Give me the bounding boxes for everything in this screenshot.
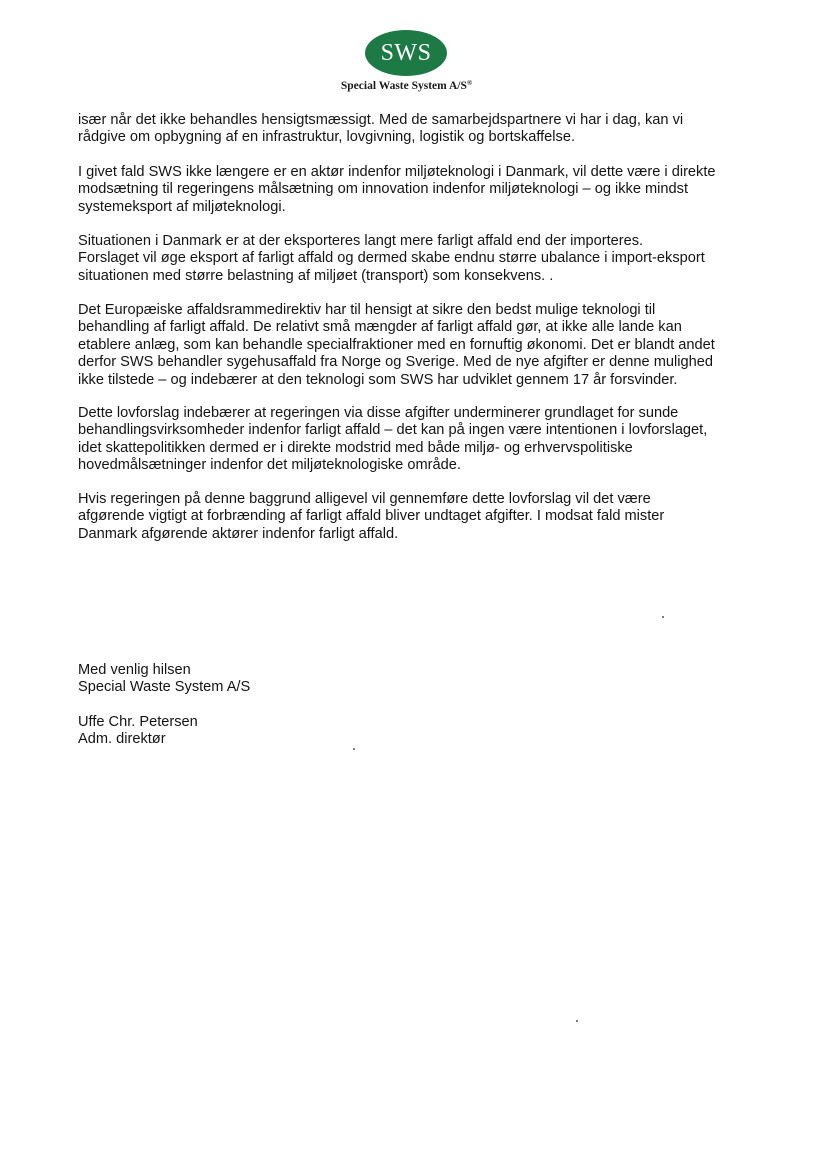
paragraph-line: behandlingsvirksomheder indenfor farligt affald – det kan på ingen være intentionen i lovforslaget,	[78, 422, 708, 439]
paragraph-line: afgørende vigtigt at forbrænding af farligt affald bliver undtaget afgifter. I modsat fald mister	[78, 508, 665, 525]
closing-company: Special Waste System A/S	[78, 679, 251, 696]
paragraph-line: systemeksport af miljøteknologi.	[78, 198, 286, 215]
paragraph-line: etablere anlæg, som kan behandle specialfraktioner med en fornuftig økonomi. Det er blandt andet	[78, 336, 715, 353]
paragraph-line: Dette lovforslag indebærer at regeringen via disse afgifter underminerer grundlaget for sunde	[78, 405, 679, 421]
paragraph-line: Situationen i Danmark er at der eksporteres langt mere farligt affald end der importeres.	[78, 233, 644, 249]
registered-mark: ®	[466, 79, 473, 87]
paragraph-line: modsætning til regeringens målsætning om innovation indenfor miljøteknologi – og ikke mindst	[78, 181, 689, 198]
paragraph-4	[78, 302, 778, 389]
paragraph-line: ikke tilstede – og indebærer at den teknologi som SWS har udviklet gennem 17 år forsvinder.	[78, 371, 678, 388]
paragraph-line: især når det ikke behandles hensigtsmæssigt. Med de samarbejdspartnere vi har i dag, kan vi	[78, 112, 684, 128]
company-name-heading	[0, 79, 813, 92]
signer-title: Adm. direktør	[78, 731, 166, 748]
paragraph-6	[78, 491, 778, 543]
paragraph-line: I givet fald SWS ikke længere er en aktør indenfor miljøteknologi i Danmark, vil dette være i direkte	[78, 164, 716, 180]
company-name-text: Special Waste System A/S	[340, 80, 467, 92]
scan-speck	[353, 748, 355, 750]
closing-salutation: Med venlig hilsen	[78, 662, 191, 678]
signature-block	[78, 714, 778, 749]
paragraph-line: situationen med større belastning af miljøet (transport) som konsekvens. .	[78, 267, 554, 284]
sws-logo-text: SWS	[380, 40, 432, 66]
paragraph-line: Forslaget vil øge eksport af farligt affald og dermed skabe endnu større ubalance i import-eksport	[78, 250, 705, 267]
paragraph-line: derfor SWS behandler sygehusaffald fra Norge og Sverige. Med de nye afgifter er denne mulighed	[78, 354, 713, 371]
paragraph-line: rådgive om opbygning af en infrastruktur, lovgivning, logistik og bortskaffelse.	[78, 129, 576, 146]
paragraph-line: idet skattepolitikken dermed er i direkte modstrid med både miljø- og erhvervspolitiske	[78, 439, 633, 456]
scan-speck	[662, 616, 664, 618]
letterhead	[0, 30, 826, 96]
signer-name: Uffe Chr. Petersen	[78, 714, 198, 730]
paragraph-line: hovedmålsætninger indenfor det miljøteknologiske område.	[78, 457, 461, 474]
scan-speck	[576, 1020, 578, 1022]
paragraph-1	[78, 112, 778, 147]
paragraph-line: Hvis regeringen på denne baggrund alligevel vil gennemføre dette lovforslag vil det være	[78, 491, 651, 507]
paragraph-line: behandling af farligt affald. De relativt små mængder af farligt affald gør, at ikke alle lande kan	[78, 319, 682, 336]
paragraph-5	[78, 405, 778, 475]
closing-block	[78, 662, 778, 697]
paragraph-3	[78, 233, 778, 285]
paragraph-line: Det Europæiske affaldsrammedirektiv har til hensigt at sikre den bedst mulige teknologi til	[78, 302, 656, 318]
paragraph-2	[78, 164, 778, 216]
paragraph-line: Danmark afgørende aktører indenfor farligt affald.	[78, 525, 399, 542]
